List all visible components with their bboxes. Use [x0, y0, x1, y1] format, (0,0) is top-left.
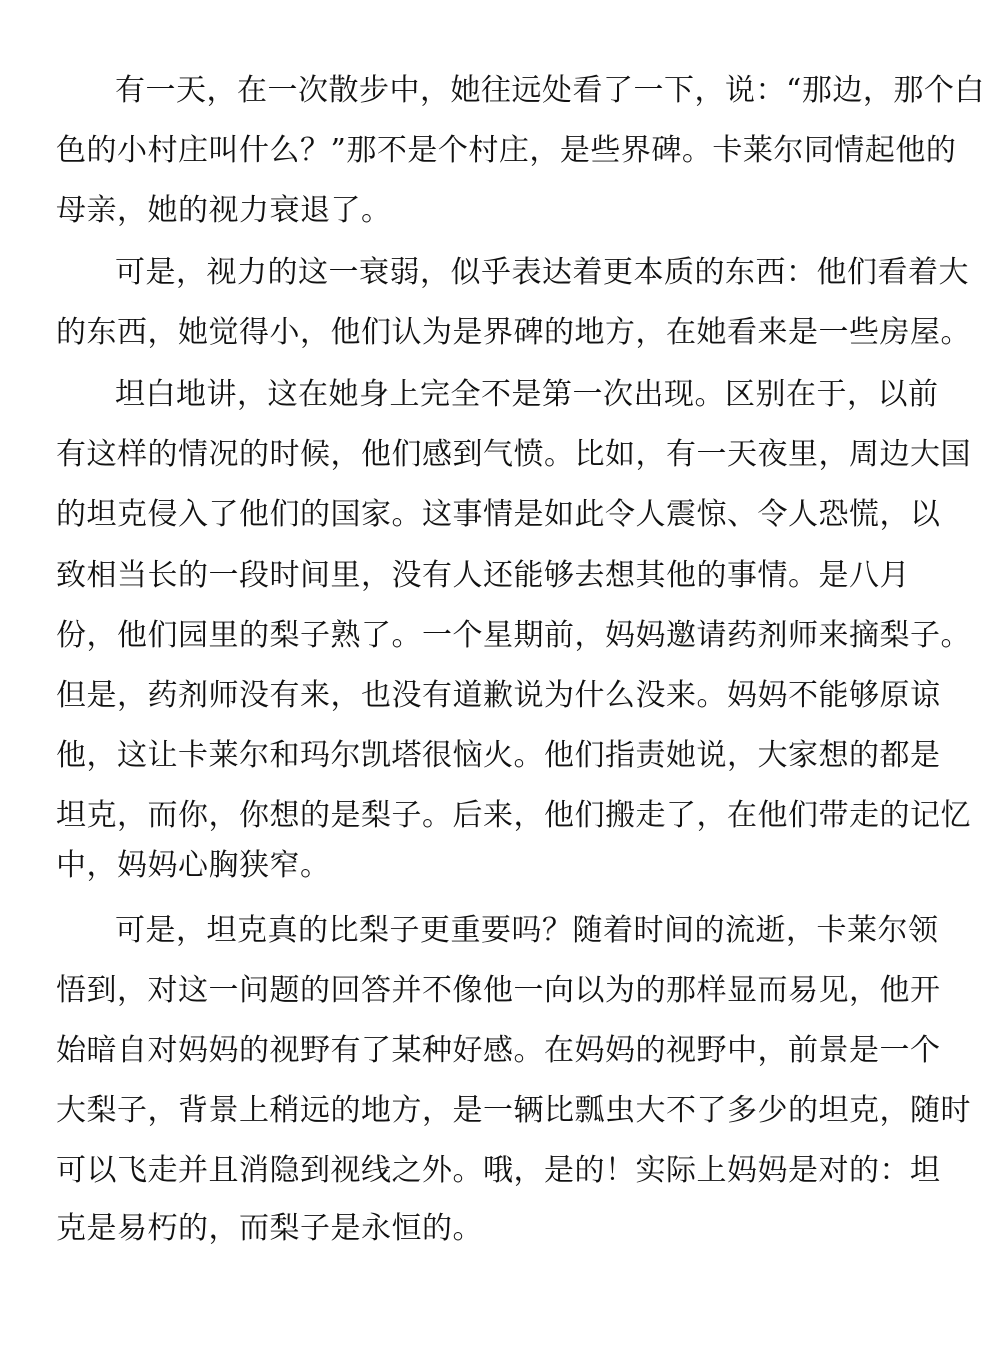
text-line: 母亲，她的视力衰退了。	[56, 193, 392, 228]
text-line: 可以飞走并且消隐到视线之外。哦，是的！实际上妈妈是对的：坦	[56, 1153, 941, 1188]
text-line: 始暗自对妈妈的视野有了某种好感。在妈妈的视野中，前景是一个	[56, 1033, 941, 1068]
text-line: 大梨子，背景上稍远的地方，是一辆比瓢虫大不了多少的坦克，随时	[56, 1093, 971, 1128]
text-line: 坦白地讲，这在她身上完全不是第一次出现。区别在于，以前	[115, 377, 939, 412]
text-line: 中，妈妈心胸狭窄。	[56, 848, 331, 883]
text-line: 的东西，她觉得小，他们认为是界碑的地方，在她看来是一些房屋。	[56, 315, 971, 350]
text-line: 悟到，对这一问题的回答并不像他一向以为的那样显而易见，他开	[56, 973, 941, 1008]
text-line: 克是易朽的，而梨子是永恒的。	[56, 1211, 483, 1246]
text-line: 有一天，在一次散步中，她往远处看了一下，说：“那边，那个白	[115, 73, 985, 108]
text-line: 致相当长的一段时间里，没有人还能够去想其他的事情。是八月	[56, 558, 910, 593]
text-line: 可是，视力的这一衰弱，似乎表达着更本质的东西：他们看着大	[115, 255, 969, 290]
text-line: 坦克，而你，你想的是梨子。后来，他们搬走了，在他们带走的记忆	[56, 798, 971, 833]
text-line: 但是，药剂师没有来，也没有道歉说为什么没来。妈妈不能够原谅	[56, 678, 941, 713]
text-line: 有这样的情况的时候，他们感到气愤。比如，有一天夜里，周边大国	[56, 437, 971, 472]
text-line: 份，他们园里的梨子熟了。一个星期前，妈妈邀请药剂师来摘梨子。	[56, 618, 971, 653]
text-line: 他，这让卡莱尔和玛尔凯塔很恼火。他们指责她说，大家想的都是	[56, 738, 941, 773]
text-line: 色的小村庄叫什么？”那不是个村庄，是些界碑。卡莱尔同情起他的	[56, 133, 957, 168]
text-line: 的坦克侵入了他们的国家。这事情是如此令人震惊、令人恐慌，以	[56, 497, 941, 532]
text-line: 可是，坦克真的比梨子更重要吗？随着时间的流逝，卡莱尔领	[115, 913, 939, 948]
